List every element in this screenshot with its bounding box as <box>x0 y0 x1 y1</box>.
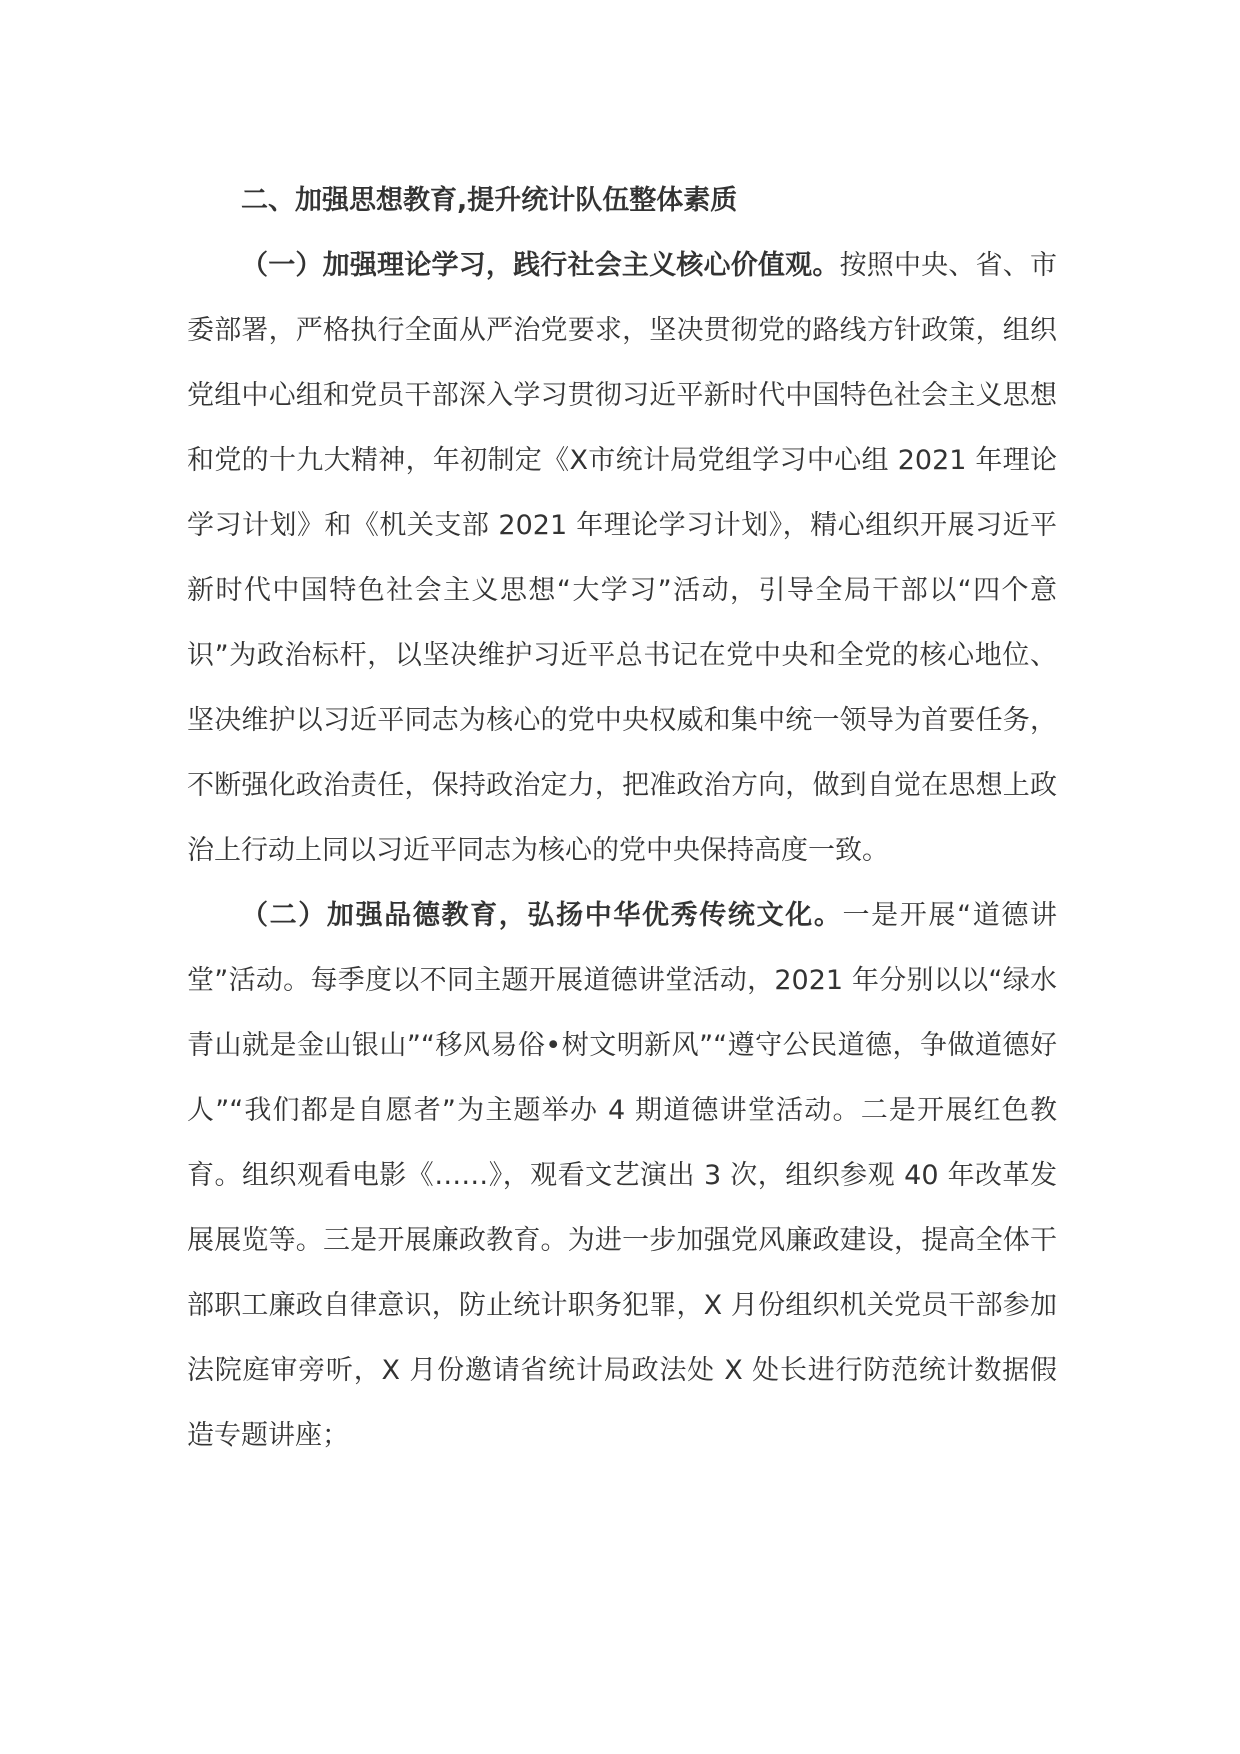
document-body <box>187 168 1057 1468</box>
paragraph-body-moral-education: 一是开展“道德讲堂”活动。每季度以不同主题开展道德讲堂活动，2021 年分别以以“绿水青山就是金山银山”“移风易俗•树文明新风”“遵守公民道德，争做道德好人”“我们都是自愿者”为主题举办 4 期道德讲堂活动。二是开展红色教育。组织观看电影《……》，观看文艺演出 3 次，组织参观 40 年改革发展展览等。三是开展廉政教育。为进一步加强党风廉政建设，提高全体干部职工廉政自律意识，防止统计职务犯罪，X 月份组织机关党员干部参加法院庭审旁听，X 月份邀请省统计局政法处 X 处长进行防范统计数据假造专题讲座； <box>187 900 1057 1451</box>
paragraph-body-theory-study: 按照中央、省、市委部署，严格执行全面从严治党要求，坚决贯彻党的路线方针政策，组织党组中心组和党员干部深入学习贯彻习近平新时代中国特色社会主义思想和党的十九大精神，年初制定《X市统计局党组学习中心组 2021 年理论学习计划》和《机关支部 2021 年理论学习计划》，精心组织开展习近平新时代中国特色社会主义思想“大学习”活动，引导全局干部以“四个意识”为政治标杆，以坚决维护习近平总书记在党中央和全党的核心地位、坚决维护以习近平同志为核心的党中央权威和集中统一领导为首要任务，不断强化政治责任，保持政治定力，把准政治方向，做到自觉在思想上政治上行动上同以习近平同志为核心的党中央保持高度一致。 <box>187 250 1058 866</box>
paragraph-moral-education <box>187 883 1057 1468</box>
paragraph-theory-study <box>187 233 1057 883</box>
paragraph-lead-moral-education: （二）加强品德教育，弘扬中华优秀传统文化。 <box>241 900 843 931</box>
paragraph-lead-theory-study: （一）加强理论学习，践行社会主义核心价值观。 <box>241 250 840 281</box>
section-heading: 二、加强思想教育,提升统计队伍整体素质 <box>241 185 738 216</box>
